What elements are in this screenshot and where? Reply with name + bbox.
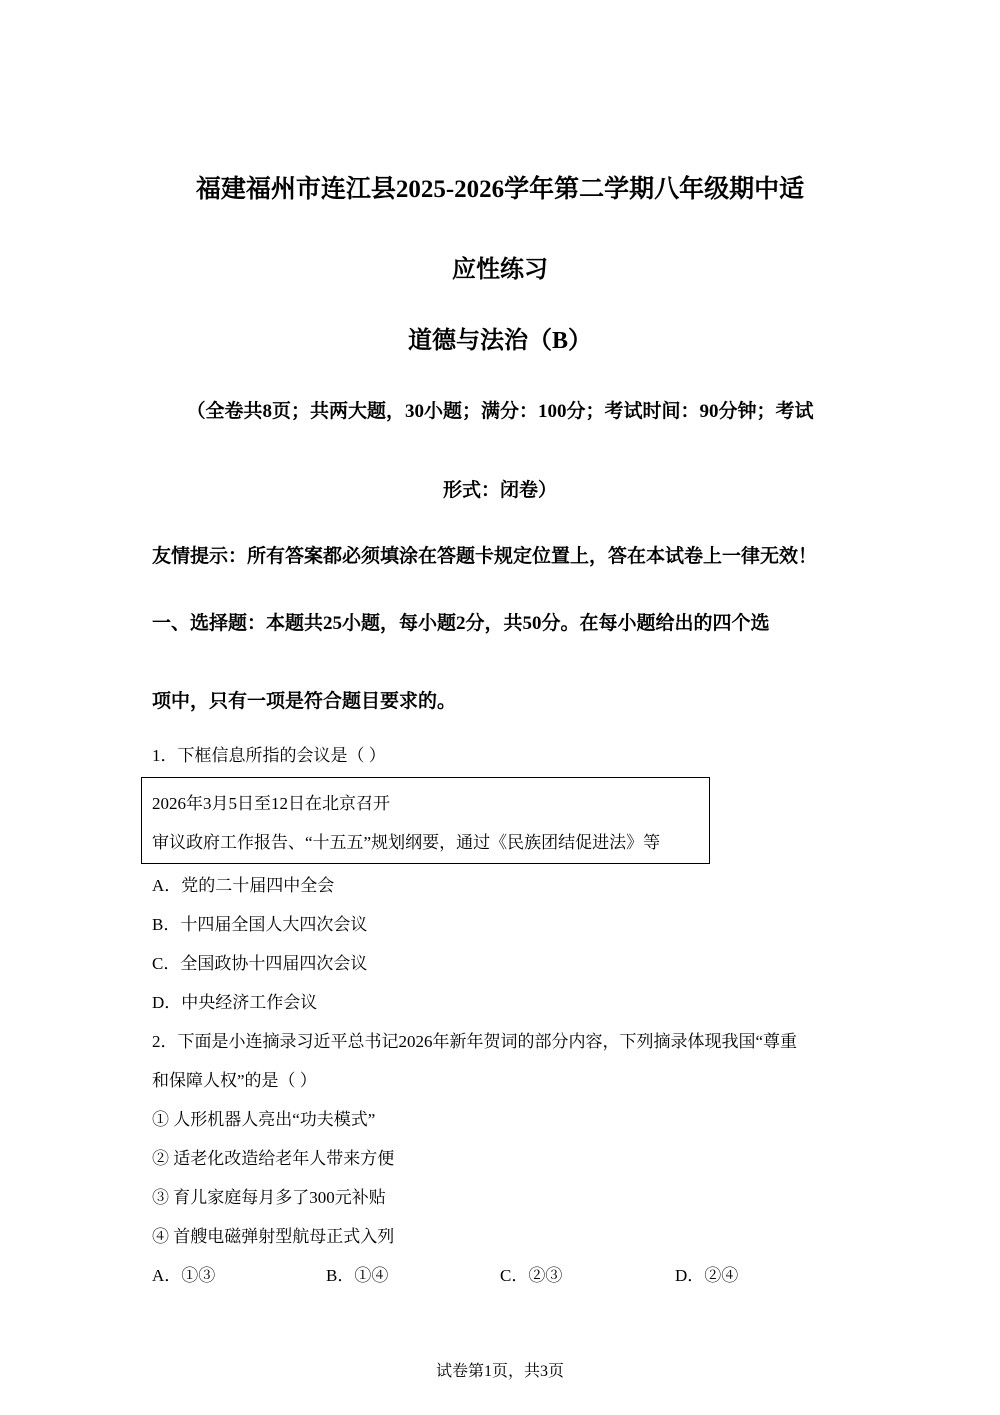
exam-info-line2: 形式：闭卷） — [442, 480, 557, 501]
question-2-option-d: D．②④ — [675, 1266, 739, 1285]
question-2-item-4: ④ 首艘电磁弹射型航母正式入列 — [152, 1227, 395, 1246]
exam-title-line2: 应性练习 — [452, 257, 548, 283]
question-2-item-3: ③ 育儿家庭每月多了300元补贴 — [152, 1188, 386, 1207]
section-heading-line2: 项中，只有一项是符合题目要求的。 — [152, 691, 457, 712]
question-2-item-2: ② 适老化改造给老年人带来方便 — [152, 1149, 395, 1168]
question-2-stem-line1: 2．下面是小连摘录习近平总书记2026年新年贺词的部分内容，下列摘录体现我国“尊重 — [152, 1032, 798, 1051]
question-1-option-c: C．全国政协十四届四次会议 — [152, 954, 368, 973]
exam-info-line1: （全卷共8页；共两大题，30小题；满分：100分；考试时间：90分钟；考试 — [186, 401, 814, 422]
question-1-option-b: B．十四届全国人大四次会议 — [152, 915, 368, 934]
subject-title: 道德与法治（B） — [407, 328, 592, 354]
notice-text: 友情提示：所有答案都必须填涂在答题卡规定位置上，答在本试卷上一律无效！ — [152, 546, 818, 567]
question-2-option-a: A．①③ — [152, 1266, 216, 1285]
info-box-line1: 2026年3月5日至12日在北京召开 — [152, 794, 390, 813]
question-1-stem: 1．下框信息所指的会议是（ ） — [152, 746, 386, 765]
question-1-option-a: A．党的二十届四中全会 — [152, 876, 335, 895]
section-heading-line1: 一、选择题：本题共25小题，每小题2分，共50分。在每小题给出的四个选 — [152, 613, 770, 634]
question-2-option-c: C．②③ — [500, 1266, 563, 1285]
page-footer: 试卷第1页，共3页 — [435, 1363, 564, 1380]
question-2-stem-line2: 和保障人权”的是（ ） — [152, 1071, 317, 1090]
info-box-line2: 审议政府工作报告、“十五五”规划纲要，通过《民族团结促进法》等 — [152, 833, 661, 852]
question-2-option-b: B．①④ — [326, 1266, 389, 1285]
exam-title-line1: 福建福州市连江县2025-2026学年第二学期八年级期中适 — [195, 176, 805, 203]
question-1-info-box — [141, 777, 710, 864]
question-1-option-d: D．中央经济工作会议 — [152, 993, 318, 1012]
question-2-item-1: ① 人形机器人亮出“功夫模式” — [152, 1110, 376, 1129]
